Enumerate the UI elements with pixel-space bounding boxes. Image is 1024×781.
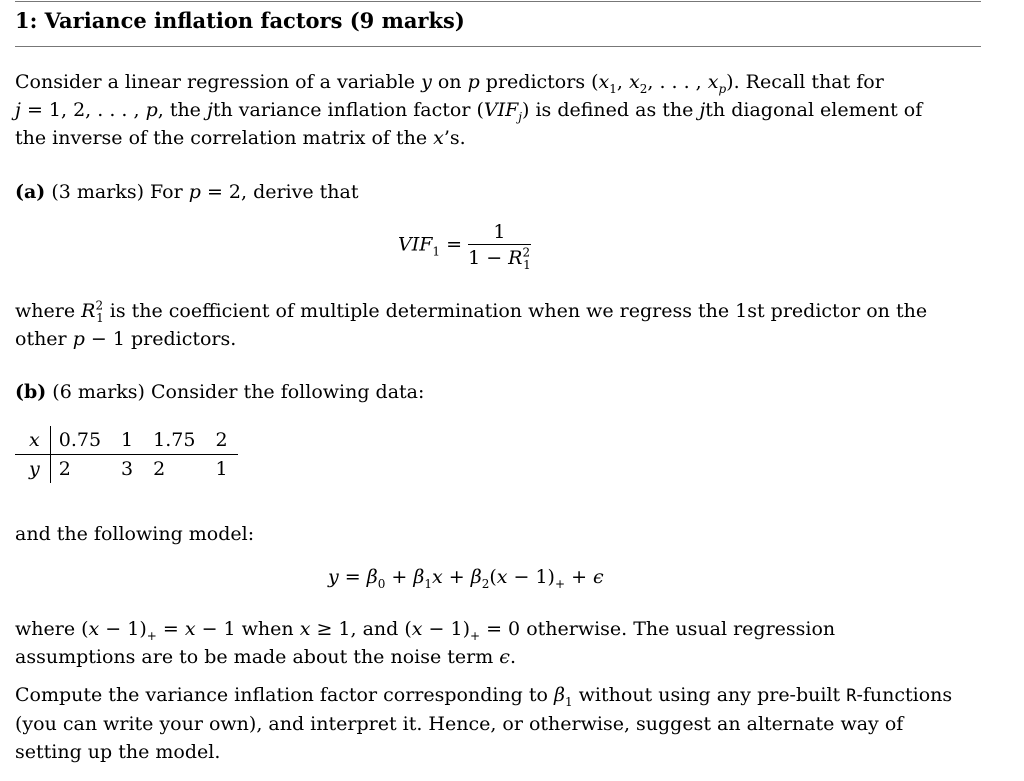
intro-line-2: j = 1, 2, . . . , p, the jth variance inflation factor $(VIF_j)$ is defined as the jth diagonal element of — [15, 99, 923, 124]
table-cell: 2 — [205, 426, 237, 455]
intro-line-1: Consider a linear regression of a variable y on p predictors ($x_1$, $x_2$, . . . , $x_p$). Recall that for — [15, 71, 884, 96]
compute-paragraph: Compute the variance inflation factor corresponding to $\beta_1$ without using any pre-built R-functions (you can write your own), and interpret it. Hence, or otherwise, suggest an alternate way of setting up the model. — [15, 684, 953, 763]
part-a-label: (a) — [15, 181, 46, 203]
table-header-y: y — [15, 455, 50, 484]
table-cell: 2 — [58, 458, 71, 480]
title-rule — [15, 46, 981, 47]
model-where: where $(x - 1)_+ = x - 1$ when x ≥ 1, and $(x - 1)_+ = 0$ otherwise. The usual regression assumptions are to be made about the noise term ϵ. — [15, 618, 836, 668]
model-equation: $y = \beta_0 + \beta_1x + \beta_2(x - 1)_+ + \epsilon$ — [328, 566, 604, 591]
table-row-x — [15, 426, 238, 455]
table-cell: 1.75 — [143, 426, 205, 455]
part-a-where: where $R^2_1$ is the coefficient of multiple determination when we regress the 1st predictor on the other p − 1 predictors. — [15, 298, 928, 350]
intro-line-3: the inverse of the correlation matrix of the x’s. — [15, 127, 466, 149]
table-cell: 2 — [153, 458, 166, 480]
vif-fraction: $\frac{1}{1 - R^2_1}$ — [468, 221, 531, 272]
model-intro: and the following model: — [15, 523, 255, 545]
table-cell: 0.75 — [50, 426, 111, 455]
question-title: 1: Variance inflation factors (9 marks) — [15, 8, 465, 33]
table-cell: 1 — [111, 426, 143, 455]
top-rule — [15, 1, 981, 2]
part-a-heading: (a) (3 marks) For p = 2, derive that — [15, 181, 359, 203]
table-cell: 3 — [121, 458, 134, 480]
table-header-x: x — [15, 426, 50, 455]
intro-paragraph — [15, 68, 985, 152]
table-row-y — [15, 455, 238, 484]
table-cell: 1 — [215, 458, 228, 480]
data-table — [15, 426, 238, 483]
vif-equation: $VIF_1$ = $\frac{1}{1 - R^2_1}$ — [398, 221, 531, 272]
part-b-heading: (b) (6 marks) Consider the following data: — [15, 381, 425, 403]
part-b-label: (b) — [15, 381, 47, 403]
